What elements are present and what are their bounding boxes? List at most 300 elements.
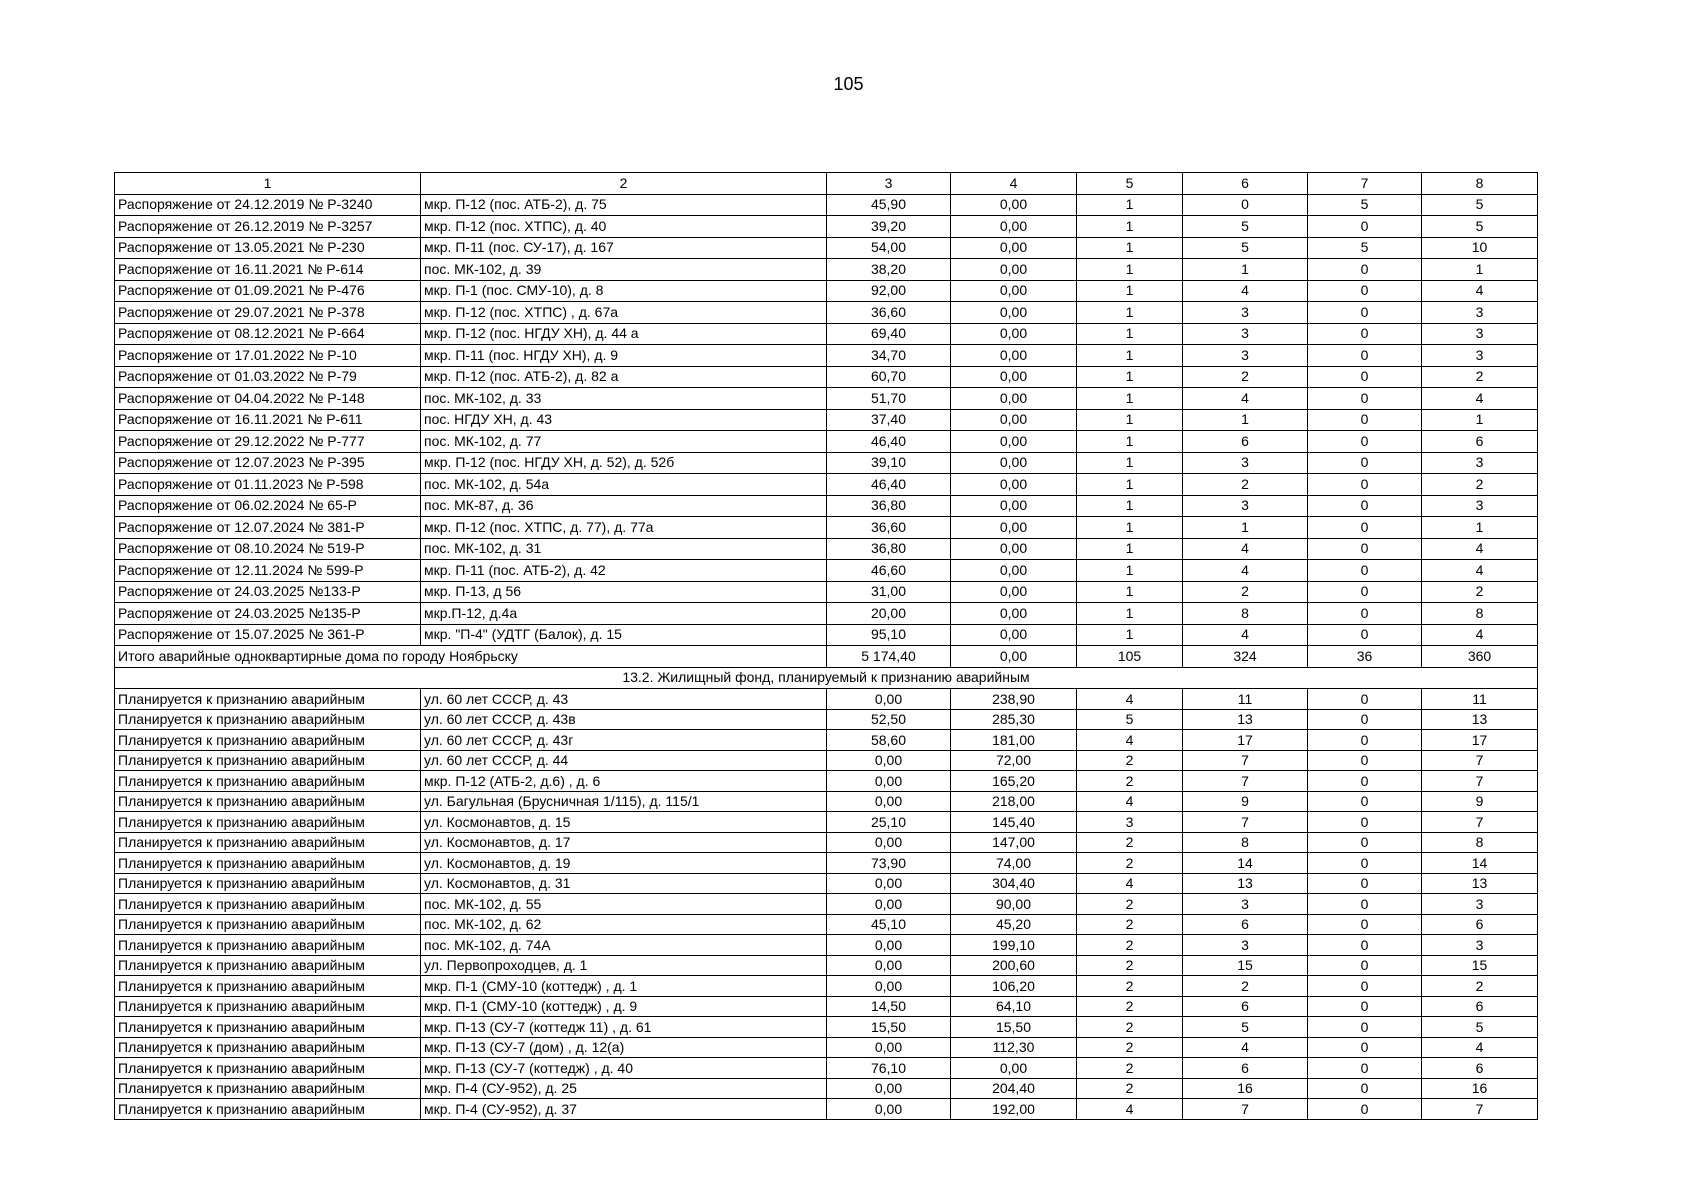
value-cell: 0 [1308, 812, 1422, 833]
address-cell: мкр. П-11 (пос. НГДУ ХН), д. 9 [421, 345, 827, 367]
table-row [115, 832, 1538, 853]
value-cell: 0,00 [827, 873, 951, 894]
value-cell: 0 [1308, 832, 1422, 853]
address-cell: ул. Космонавтов, д. 31 [421, 873, 827, 894]
table-row [115, 914, 1538, 935]
table-row [115, 624, 1538, 646]
value-cell: 2 [1077, 1037, 1183, 1058]
value-cell: 192,00 [951, 1099, 1077, 1120]
address-cell: мкр. П-1 (СМУ-10 (коттедж) , д. 1 [421, 976, 827, 997]
value-cell: 2 [1077, 771, 1183, 792]
value-cell: 0,00 [827, 1099, 951, 1120]
value-cell: 2 [1422, 976, 1538, 997]
table-row [115, 976, 1538, 997]
value-cell: 0,00 [951, 624, 1077, 646]
value-cell: 0 [1308, 431, 1422, 453]
table-row [115, 409, 1538, 431]
value-cell: 1 [1077, 581, 1183, 603]
value-cell: 0,00 [827, 976, 951, 997]
value-cell: 2 [1183, 976, 1308, 997]
value-cell: 0,00 [951, 259, 1077, 281]
value-cell: 0 [1308, 345, 1422, 367]
value-cell: 0 [1308, 771, 1422, 792]
value-cell: 2 [1077, 894, 1183, 915]
value-cell: 3 [1422, 495, 1538, 517]
table-row [115, 237, 1538, 259]
table-row [115, 750, 1538, 771]
value-cell: 6 [1422, 996, 1538, 1017]
page-number: 105 [833, 74, 864, 94]
document-cell: Планируется к признанию аварийным [115, 771, 421, 792]
value-cell: 4 [1183, 538, 1308, 560]
value-cell: 7 [1183, 750, 1308, 771]
table-row [115, 689, 1538, 710]
total-value-cell: 105 [1077, 646, 1183, 668]
value-cell: 0 [1308, 955, 1422, 976]
value-cell: 0 [1308, 709, 1422, 730]
value-cell: 0,00 [951, 302, 1077, 324]
table-row [115, 603, 1538, 625]
value-cell: 0 [1308, 996, 1422, 1017]
value-cell: 0,00 [951, 388, 1077, 410]
value-cell: 4 [1422, 538, 1538, 560]
value-cell: 3 [1183, 495, 1308, 517]
value-cell: 3 [1422, 935, 1538, 956]
document-cell: Распоряжение от 01.03.2022 № Р-79 [115, 366, 421, 388]
value-cell: 2 [1077, 914, 1183, 935]
value-cell: 3 [1183, 345, 1308, 367]
address-cell: пос. МК-102, д. 62 [421, 914, 827, 935]
value-cell: 8 [1422, 603, 1538, 625]
document-cell: Распоряжение от 12.07.2024 № 381-Р [115, 517, 421, 539]
table-row [115, 560, 1538, 582]
value-cell: 0 [1308, 302, 1422, 324]
value-cell: 6 [1183, 1058, 1308, 1079]
value-cell: 1 [1077, 194, 1183, 216]
value-cell: 54,00 [827, 237, 951, 259]
value-cell: 60,70 [827, 366, 951, 388]
value-cell: 285,30 [951, 709, 1077, 730]
table-row [115, 323, 1538, 345]
value-cell: 204,40 [951, 1078, 1077, 1099]
value-cell: 0 [1308, 750, 1422, 771]
address-cell: мкр. П-13 (СУ-7 (дом) , д. 12(а) [421, 1037, 827, 1058]
value-cell: 2 [1422, 474, 1538, 496]
address-cell: мкр. П-4 (СУ-952), д. 37 [421, 1099, 827, 1120]
value-cell: 1 [1077, 603, 1183, 625]
value-cell: 2 [1183, 366, 1308, 388]
document-cell: Распоряжение от 16.11.2021 № Р-614 [115, 259, 421, 281]
table-row [115, 388, 1538, 410]
address-cell: ул. Космонавтов, д. 15 [421, 812, 827, 833]
table-row [115, 495, 1538, 517]
value-cell: 0 [1308, 1058, 1422, 1079]
address-cell: ул. 60 лет СССР, д. 44 [421, 750, 827, 771]
value-cell: 0 [1308, 323, 1422, 345]
table-row [115, 791, 1538, 812]
value-cell: 304,40 [951, 873, 1077, 894]
header-cell: 5 [1077, 173, 1183, 195]
table-row [115, 259, 1538, 281]
table-row [115, 730, 1538, 751]
value-cell: 7 [1183, 812, 1308, 833]
document-cell: Распоряжение от 12.11.2024 № 599-Р [115, 560, 421, 582]
address-cell: пос. НГДУ ХН, д. 43 [421, 409, 827, 431]
value-cell: 2 [1077, 832, 1183, 853]
value-cell: 6 [1183, 431, 1308, 453]
value-cell: 1 [1077, 409, 1183, 431]
document-cell: Распоряжение от 24.03.2025 №133-Р [115, 581, 421, 603]
value-cell: 4 [1077, 873, 1183, 894]
total-value-cell: 360 [1422, 646, 1538, 668]
table-row [115, 302, 1538, 324]
value-cell: 3 [1183, 935, 1308, 956]
value-cell: 1 [1077, 431, 1183, 453]
value-cell: 5 [1308, 237, 1422, 259]
value-cell: 45,20 [951, 914, 1077, 935]
document-cell: Планируется к признанию аварийным [115, 853, 421, 874]
value-cell: 0 [1308, 1017, 1422, 1038]
value-cell: 13 [1183, 873, 1308, 894]
value-cell: 0 [1308, 538, 1422, 560]
address-cell: мкр. П-11 (пос. АТБ-2), д. 42 [421, 560, 827, 582]
value-cell: 112,30 [951, 1037, 1077, 1058]
value-cell: 1 [1183, 517, 1308, 539]
document-cell: Распоряжение от 01.11.2023 № Р-598 [115, 474, 421, 496]
value-cell: 20,00 [827, 603, 951, 625]
value-cell: 165,20 [951, 771, 1077, 792]
document-cell: Планируется к признанию аварийным [115, 832, 421, 853]
value-cell: 0 [1308, 259, 1422, 281]
value-cell: 0 [1308, 216, 1422, 238]
value-cell: 4 [1422, 388, 1538, 410]
address-cell: ул. 60 лет СССР, д. 43 [421, 689, 827, 710]
value-cell: 3 [1422, 345, 1538, 367]
document-cell: Распоряжение от 26.12.2019 № Р-3257 [115, 216, 421, 238]
value-cell: 0,00 [951, 280, 1077, 302]
value-cell: 14,50 [827, 996, 951, 1017]
value-cell: 1 [1077, 216, 1183, 238]
value-cell: 0,00 [827, 771, 951, 792]
value-cell: 46,40 [827, 474, 951, 496]
value-cell: 39,20 [827, 216, 951, 238]
address-cell: пос. МК-87, д. 36 [421, 495, 827, 517]
value-cell: 5 [1422, 1017, 1538, 1038]
value-cell: 2 [1077, 1058, 1183, 1079]
address-cell: мкр. П-12 (пос. НГДУ ХН), д. 44 а [421, 323, 827, 345]
value-cell: 7 [1422, 812, 1538, 833]
value-cell: 38,20 [827, 259, 951, 281]
value-cell: 64,10 [951, 996, 1077, 1017]
document-cell: Планируется к признанию аварийным [115, 1037, 421, 1058]
value-cell: 6 [1183, 996, 1308, 1017]
address-cell: ул. Первопроходцев, д. 1 [421, 955, 827, 976]
section-title: 13.2. Жилищный фонд, планируемый к признанию аварийным [115, 667, 1538, 689]
table-header-row [115, 173, 1538, 195]
value-cell: 1 [1077, 474, 1183, 496]
value-cell: 17 [1183, 730, 1308, 751]
value-cell: 0,00 [951, 560, 1077, 582]
address-cell: мкр. П-13 (СУ-7 (коттедж) , д. 40 [421, 1058, 827, 1079]
value-cell: 218,00 [951, 791, 1077, 812]
table-row [115, 1017, 1538, 1038]
table-row [115, 366, 1538, 388]
value-cell: 9 [1183, 791, 1308, 812]
value-cell: 0 [1308, 624, 1422, 646]
value-cell: 5 [1183, 216, 1308, 238]
value-cell: 0 [1308, 935, 1422, 956]
document-cell: Планируется к признанию аварийным [115, 894, 421, 915]
value-cell: 2 [1077, 976, 1183, 997]
value-cell: 34,70 [827, 345, 951, 367]
address-cell: мкр. П-12 (пос. ХТПС), д. 40 [421, 216, 827, 238]
value-cell: 0 [1308, 474, 1422, 496]
value-cell: 1 [1077, 624, 1183, 646]
value-cell: 1 [1077, 280, 1183, 302]
table-row [115, 853, 1538, 874]
value-cell: 69,40 [827, 323, 951, 345]
value-cell: 13 [1422, 873, 1538, 894]
address-cell: ул. 60 лет СССР, д. 43в [421, 709, 827, 730]
value-cell: 4 [1422, 280, 1538, 302]
value-cell: 36,60 [827, 517, 951, 539]
table-row [115, 709, 1538, 730]
value-cell: 147,00 [951, 832, 1077, 853]
value-cell: 238,90 [951, 689, 1077, 710]
document-cell: Распоряжение от 13.05.2021 № Р-230 [115, 237, 421, 259]
total-value-cell: 36 [1308, 646, 1422, 668]
value-cell: 0,00 [951, 495, 1077, 517]
table-row [115, 955, 1538, 976]
value-cell: 0 [1308, 280, 1422, 302]
address-cell: пос. МК-102, д. 39 [421, 259, 827, 281]
value-cell: 3 [1422, 323, 1538, 345]
value-cell: 2 [1077, 1017, 1183, 1038]
address-cell: мкр. П-13, д 56 [421, 581, 827, 603]
value-cell: 1 [1077, 452, 1183, 474]
value-cell: 6 [1422, 431, 1538, 453]
value-cell: 0 [1308, 976, 1422, 997]
address-cell: мкр. "П-4" (УДТГ (Балок), д. 15 [421, 624, 827, 646]
value-cell: 7 [1183, 771, 1308, 792]
table-row [115, 771, 1538, 792]
value-cell: 0,00 [827, 750, 951, 771]
value-cell: 36,60 [827, 302, 951, 324]
value-cell: 2 [1077, 853, 1183, 874]
value-cell: 0 [1308, 388, 1422, 410]
value-cell: 4 [1183, 388, 1308, 410]
value-cell: 95,10 [827, 624, 951, 646]
value-cell: 76,10 [827, 1058, 951, 1079]
document-cell: Распоряжение от 24.03.2025 №135-Р [115, 603, 421, 625]
value-cell: 36,80 [827, 495, 951, 517]
address-cell: пос. МК-102, д. 77 [421, 431, 827, 453]
value-cell: 4 [1077, 791, 1183, 812]
address-cell: мкр. П-12 (пос. ХТПС) , д. 67а [421, 302, 827, 324]
value-cell: 0 [1308, 560, 1422, 582]
value-cell: 0 [1308, 894, 1422, 915]
value-cell: 2 [1183, 581, 1308, 603]
value-cell: 13 [1183, 709, 1308, 730]
value-cell: 14 [1183, 853, 1308, 874]
document-cell: Распоряжение от 06.02.2024 № 65-Р [115, 495, 421, 517]
document-cell: Планируется к признанию аварийным [115, 935, 421, 956]
value-cell: 0 [1308, 409, 1422, 431]
value-cell: 2 [1077, 955, 1183, 976]
value-cell: 0 [1308, 791, 1422, 812]
address-cell: мкр. П-4 (СУ-952), д. 25 [421, 1078, 827, 1099]
housing-table [114, 172, 1538, 1120]
table-row [115, 894, 1538, 915]
value-cell: 1 [1422, 409, 1538, 431]
document-cell: Планируется к признанию аварийным [115, 1017, 421, 1038]
header-cell: 7 [1308, 173, 1422, 195]
value-cell: 4 [1422, 560, 1538, 582]
value-cell: 36,80 [827, 538, 951, 560]
value-cell: 4 [1422, 1037, 1538, 1058]
table-row [115, 452, 1538, 474]
value-cell: 92,00 [827, 280, 951, 302]
value-cell: 58,60 [827, 730, 951, 751]
address-cell: мкр. П-12 (пос. ХТПС, д. 77), д. 77а [421, 517, 827, 539]
value-cell: 1 [1077, 538, 1183, 560]
value-cell: 39,10 [827, 452, 951, 474]
value-cell: 1 [1077, 366, 1183, 388]
value-cell: 2 [1077, 1078, 1183, 1099]
total-value-cell: 5 174,40 [827, 646, 951, 668]
value-cell: 15 [1183, 955, 1308, 976]
value-cell: 2 [1077, 996, 1183, 1017]
table-row [115, 474, 1538, 496]
value-cell: 8 [1422, 832, 1538, 853]
value-cell: 73,90 [827, 853, 951, 874]
document-cell: Планируется к признанию аварийным [115, 976, 421, 997]
value-cell: 0,00 [951, 323, 1077, 345]
value-cell: 0,00 [827, 689, 951, 710]
table-row [115, 345, 1538, 367]
value-cell: 0,00 [951, 345, 1077, 367]
value-cell: 199,10 [951, 935, 1077, 956]
table-row [115, 873, 1538, 894]
value-cell: 0 [1308, 1078, 1422, 1099]
value-cell: 0,00 [827, 832, 951, 853]
table-row [115, 996, 1538, 1017]
value-cell: 3 [1077, 812, 1183, 833]
document-cell: Распоряжение от 12.07.2023 № Р-395 [115, 452, 421, 474]
value-cell: 1 [1183, 409, 1308, 431]
document-cell: Распоряжение от 08.12.2021 № Р-664 [115, 323, 421, 345]
value-cell: 106,20 [951, 976, 1077, 997]
value-cell: 6 [1183, 914, 1308, 935]
value-cell: 16 [1183, 1078, 1308, 1099]
value-cell: 7 [1422, 1099, 1538, 1120]
header-cell: 2 [421, 173, 827, 195]
address-cell: мкр. П-11 (пос. СУ-17), д. 167 [421, 237, 827, 259]
value-cell: 52,50 [827, 709, 951, 730]
address-cell: пос. МК-102, д. 55 [421, 894, 827, 915]
document-cell: Распоряжение от 16.11.2021 № Р-611 [115, 409, 421, 431]
value-cell: 4 [1183, 624, 1308, 646]
value-cell: 4 [1077, 689, 1183, 710]
value-cell: 72,00 [951, 750, 1077, 771]
address-cell: мкр. П-1 (пос. СМУ-10), д. 8 [421, 280, 827, 302]
table-row [115, 194, 1538, 216]
value-cell: 16 [1422, 1078, 1538, 1099]
value-cell: 7 [1422, 771, 1538, 792]
header-cell: 6 [1183, 173, 1308, 195]
value-cell: 3 [1422, 894, 1538, 915]
total-value-cell: 0,00 [951, 646, 1077, 668]
value-cell: 13 [1422, 709, 1538, 730]
value-cell: 3 [1183, 894, 1308, 915]
value-cell: 3 [1422, 302, 1538, 324]
value-cell: 1 [1077, 259, 1183, 281]
value-cell: 37,40 [827, 409, 951, 431]
value-cell: 2 [1077, 750, 1183, 771]
value-cell: 0,00 [951, 431, 1077, 453]
value-cell: 4 [1077, 1099, 1183, 1120]
table-row [115, 216, 1538, 238]
value-cell: 5 [1183, 1017, 1308, 1038]
value-cell: 0,00 [951, 409, 1077, 431]
document-cell: Планируется к признанию аварийным [115, 1099, 421, 1120]
address-cell: мкр. П-12 (пос. АТБ-2), д. 82 а [421, 366, 827, 388]
document-cell: Планируется к признанию аварийным [115, 689, 421, 710]
address-cell: мкр. П-12 (пос. АТБ-2), д. 75 [421, 194, 827, 216]
value-cell: 5 [1077, 709, 1183, 730]
value-cell: 0,00 [951, 581, 1077, 603]
value-cell: 200,60 [951, 955, 1077, 976]
value-cell: 3 [1183, 452, 1308, 474]
document-cell: Распоряжение от 17.01.2022 № Р-10 [115, 345, 421, 367]
value-cell: 0,00 [951, 1058, 1077, 1079]
value-cell: 0,00 [827, 955, 951, 976]
value-cell: 2 [1422, 581, 1538, 603]
table-row [115, 1078, 1538, 1099]
value-cell: 0,00 [951, 194, 1077, 216]
value-cell: 0,00 [951, 517, 1077, 539]
value-cell: 0,00 [951, 216, 1077, 238]
value-cell: 0,00 [827, 935, 951, 956]
value-cell: 7 [1422, 750, 1538, 771]
address-cell: мкр. П-13 (СУ-7 (коттедж 11) , д. 61 [421, 1017, 827, 1038]
total-value-cell: 324 [1183, 646, 1308, 668]
table-row [115, 935, 1538, 956]
value-cell: 11 [1183, 689, 1308, 710]
document-cell: Планируется к признанию аварийным [115, 955, 421, 976]
document-cell: Распоряжение от 29.07.2021 № Р-378 [115, 302, 421, 324]
document-cell: Распоряжение от 08.10.2024 № 519-Р [115, 538, 421, 560]
value-cell: 0 [1183, 194, 1308, 216]
value-cell: 1 [1183, 259, 1308, 281]
value-cell: 1 [1077, 302, 1183, 324]
table-row [115, 812, 1538, 833]
document-cell: Планируется к признанию аварийным [115, 709, 421, 730]
value-cell: 0,00 [951, 366, 1077, 388]
table-row [115, 1099, 1538, 1120]
value-cell: 0,00 [827, 791, 951, 812]
header-cell: 4 [951, 173, 1077, 195]
header-cell: 1 [115, 173, 421, 195]
value-cell: 46,40 [827, 431, 951, 453]
value-cell: 0 [1308, 873, 1422, 894]
value-cell: 1 [1422, 517, 1538, 539]
value-cell: 17 [1422, 730, 1538, 751]
address-cell: мкр. П-12 (АТБ-2, д.6) , д. 6 [421, 771, 827, 792]
value-cell: 74,00 [951, 853, 1077, 874]
address-cell: пос. МК-102, д. 54а [421, 474, 827, 496]
value-cell: 15,50 [951, 1017, 1077, 1038]
